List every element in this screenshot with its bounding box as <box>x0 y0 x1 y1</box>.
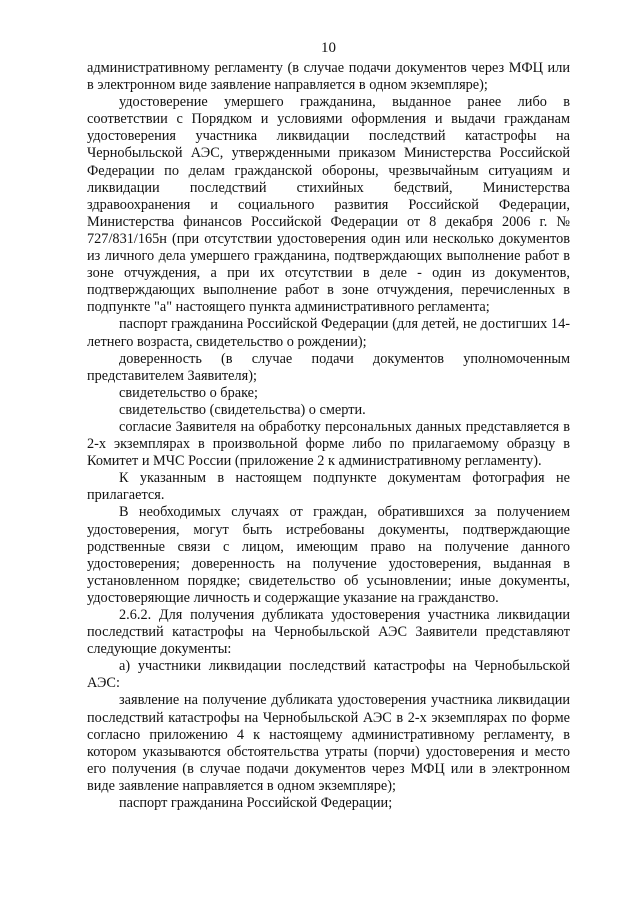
paragraph-power-of-attorney: доверенность (в случае подачи документов уполномоченным представителем Заявителя); <box>87 350 570 384</box>
document-page <box>87 0 570 905</box>
paragraph-deceased-certificate: удостоверение умершего гражданина, выданное ранее либо в соответствии с Порядком и условиями оформления и выдачи гражданам удостоверения участника ликвидации последствий катастрофы на Чернобыльской АЭС, утвержденными приказом Министерства Российской Федерации по делам гражданской обороны, чрезвычайным ситуациям и ликвидации последствий стихийных бедствий, Министерства здравоохранения и социального развития Российской Федерации, Министерства финансов Российской Федерации от 8 декабря 2006 г. № 727/831/165н (при отсутствии удостоверения один или несколько документов из личного дела умершего гражданина, подтверждающих выполнение работ в зоне отчуждения, а при их отсутствии в деле - один из документов, подтверждающих выполнение работ в зоне отчуждения, перечисленных в подпункте "а" настоящего пункта административного регламента; <box>87 94 570 316</box>
paragraph-passport-rf: паспорт гражданина Российской Федерации; <box>119 795 393 812</box>
paragraph-2-6-2: 2.6.2. Для получения дубликата удостоверения участника ликвидации последствий катастрофы на Чернобыльской АЭС Заявители представляют следующие документы: <box>87 607 570 658</box>
paragraph-no-photo: К указанным в настоящем подпункте документам фотография не прилагается. <box>87 470 570 504</box>
paragraph-duplicate-application: заявление на получение дубликата удостоверения участника ликвидации последствий катастрофы на Чернобыльской АЭС в 2-х экземплярах по форме согласно приложению 4 к настоящему административному регламенту, в котором указываются обстоятельства утраты (порчи) удостоверения и место его получения (в случае подачи документов через МФЦ или в электронном виде заявление направляется в одном экземпляре); <box>87 692 570 794</box>
paragraph-data-consent: согласие Заявителя на обработку персональных данных представляется в 2-х экземплярах в произвольной форме либо по прилагаемому образцу в Комитет и МЧС России (приложение 2 к административному регламенту). <box>87 418 570 470</box>
document-body <box>87 60 570 812</box>
paragraph-passport: паспорт гражданина Российской Федерации (для детей, не достигших 14-летнего возраста, свидетельство о рождении); <box>87 316 570 350</box>
paragraph-additional-documents: В необходимых случаях от граждан, обратившихся за получением удостоверения, могут быть истребованы документы, подтверждающие родственные связи с лицом, имеющим право на получение данного удостоверения; доверенность на получение удостоверения, выданная в установленном порядке; свидетельство об усыновлении; иные документы, удостоверяющие личность и содержащие указание на гражданство. <box>87 504 570 606</box>
paragraph-death-certificate: свидетельство (свидетельства) о смерти. <box>119 401 366 418</box>
paragraph-marriage-certificate: свидетельство о браке; <box>119 384 258 401</box>
page-number: 10 <box>321 40 336 56</box>
paragraph-continuation: административному регламенту (в случае подачи документов через МФЦ или в электронном виде заявление направляется в одном экземпляре); <box>87 60 570 94</box>
paragraph-item-a: а) участники ликвидации последствий катастрофы на Чернобыльской АЭС: <box>87 658 570 692</box>
